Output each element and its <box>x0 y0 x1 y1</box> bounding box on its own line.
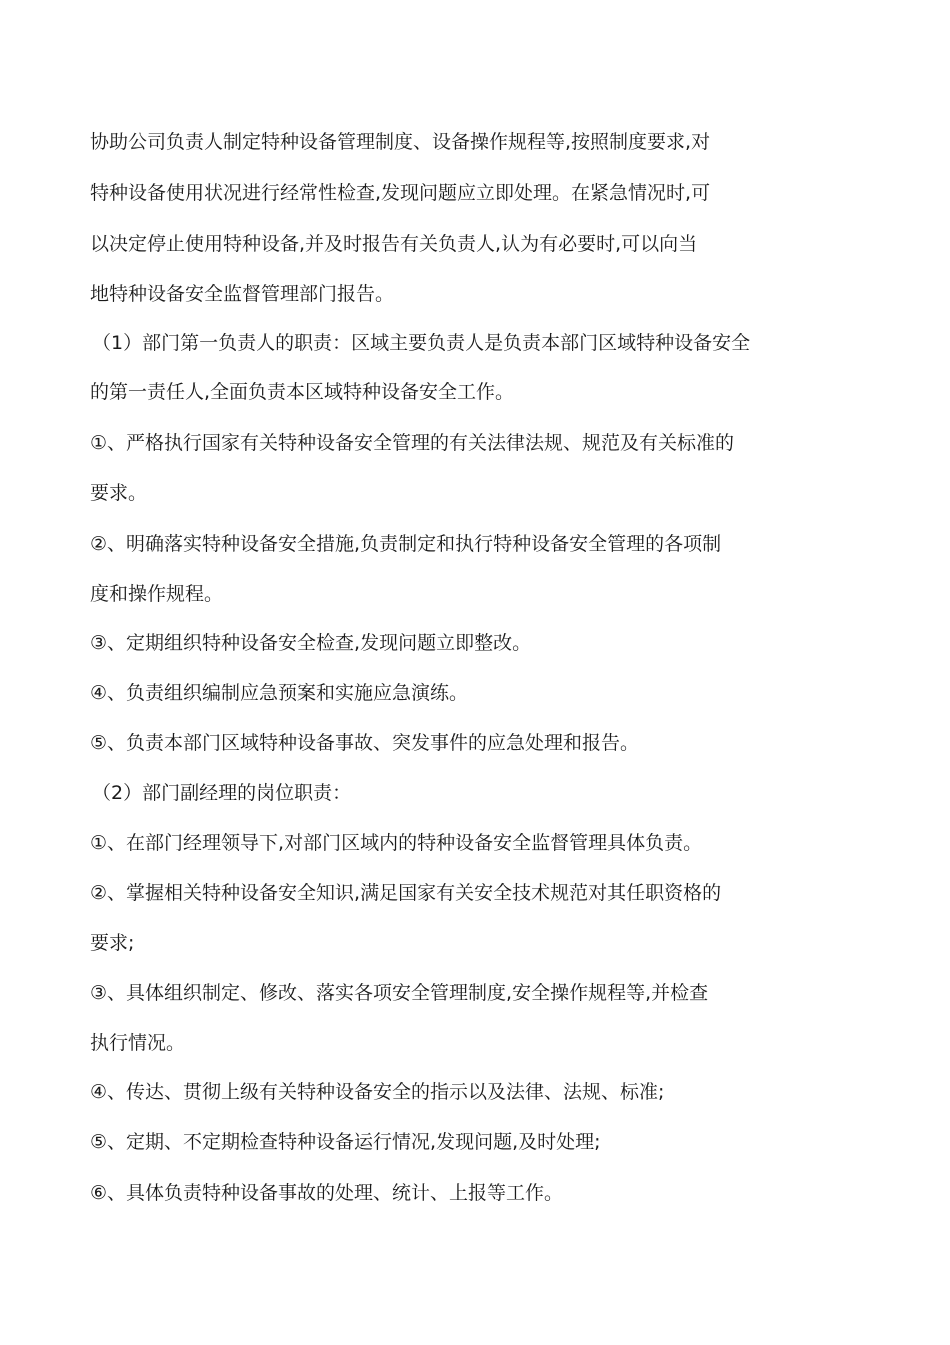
paragraph-line: 的第一责任人,全面负责本区域特种设备安全工作。 <box>90 381 515 403</box>
list-item-line: ①、严格执行国家有关特种设备安全管理的有关法律法规、规范及有关标准的 <box>90 432 735 454</box>
list-item-line: 度和操作规程。 <box>90 583 224 605</box>
section-heading-2: （2）部门副经理的岗位职责： <box>92 782 352 804</box>
list-item-line: ④、负责组织编制应急预案和实施应急演练。 <box>90 682 469 704</box>
list-item-line: 要求; <box>90 932 135 954</box>
list-item-line: ③、定期组织特种设备安全检查,发现问题立即整改。 <box>90 632 532 654</box>
list-item-line: ⑤、定期、不定期检查特种设备运行情况,发现问题,及时处理; <box>90 1131 601 1153</box>
list-item-line: ②、掌握相关特种设备安全知识,满足国家有关安全技术规范对其任职资格的 <box>90 882 722 904</box>
list-item-line: 要求。 <box>90 482 148 504</box>
paragraph-line: 特种设备使用状况进行经常性检查,发现问题应立即处理。在紧急情况时,可 <box>90 182 711 204</box>
list-item-line: ④、传达、贯彻上级有关特种设备安全的指示以及法律、法规、标准; <box>90 1081 665 1103</box>
list-item-line: ⑥、具体负责特种设备事故的处理、统计、上报等工作。 <box>90 1182 564 1204</box>
list-item-line: ③、具体组织制定、修改、落实各项安全管理制度,安全操作规程等,并检查 <box>90 982 709 1004</box>
list-item-line: ⑤、负责本部门区域特种设备事故、突发事件的应急处理和报告。 <box>90 732 640 754</box>
section-heading-1: （1）部门第一负责人的职责：区域主要负责人是负责本部门区域特种设备安全 <box>92 332 751 354</box>
paragraph-line: 以决定停止使用特种设备,并及时报告有关负责人,认为有必要时,可以向当 <box>90 233 698 255</box>
list-item-line: ②、明确落实特种设备安全措施,负责制定和执行特种设备安全管理的各项制 <box>90 533 722 555</box>
list-item-line: ①、在部门经理领导下,对部门区域内的特种设备安全监督管理具体负责。 <box>90 832 703 854</box>
list-item-line: 执行情况。 <box>90 1032 186 1054</box>
paragraph-line: 地特种设备安全监督管理部门报告。 <box>90 283 395 305</box>
paragraph-line: 协助公司负责人制定特种设备管理制度、设备操作规程等,按照制度要求,对 <box>90 131 711 153</box>
